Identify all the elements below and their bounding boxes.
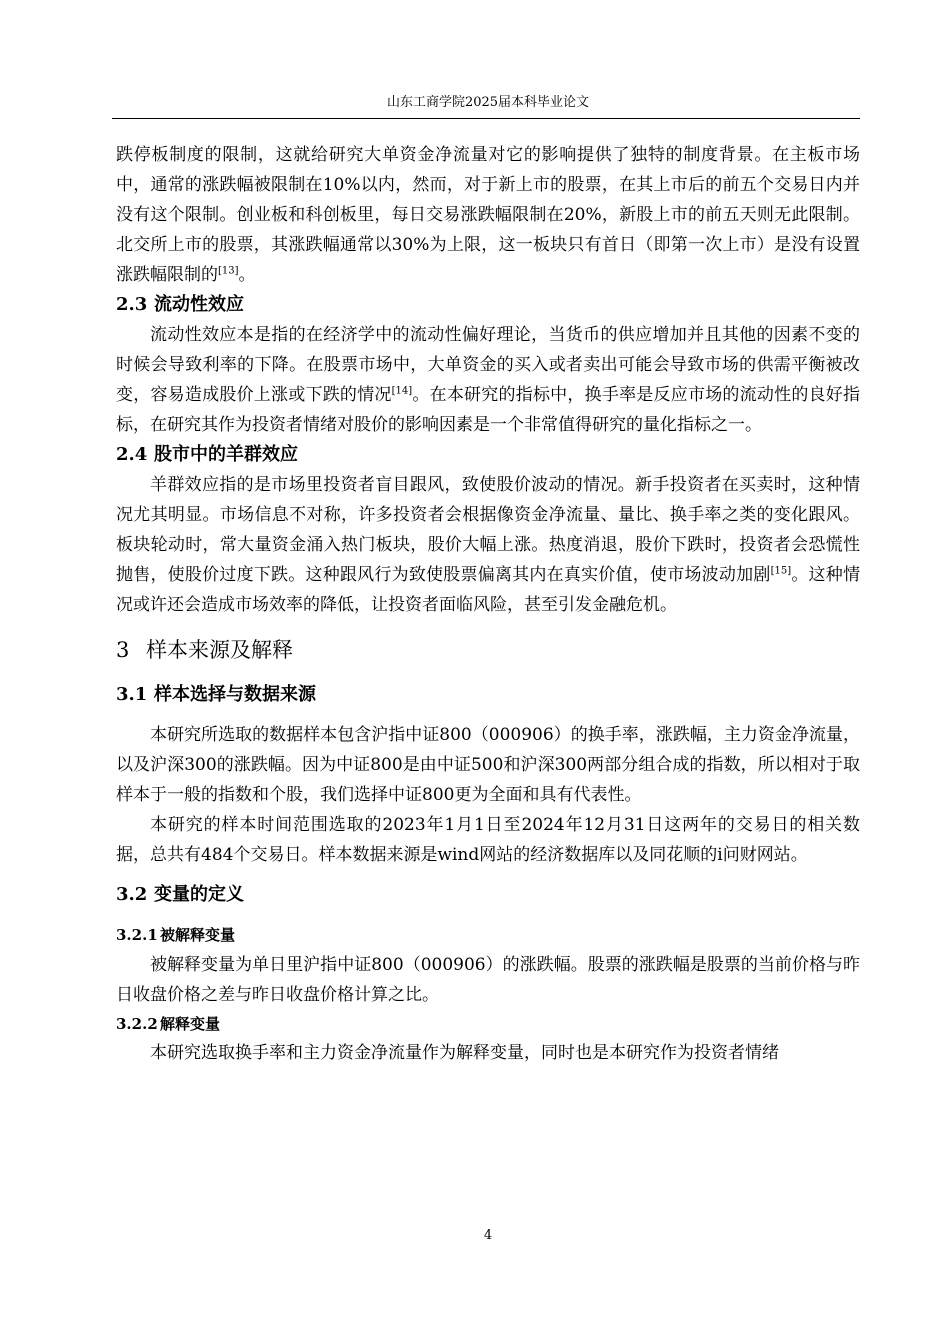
heading-2-4-title: 股市中的羊群效应 — [154, 444, 298, 465]
header-rule — [112, 118, 860, 119]
paragraph-2-4-text-a: 羊群效应指的是市场里投资者盲目跟风，致使股价波动的情况。新手投资者在买卖时，这种情况尤其明显。市场信息不对称，许多投资者会根据像资金净流量、量比、换手率之类的变化跟风。板块轮动时，常大量资金涌入热门板块，股价大幅上涨。热度消退，股价下跌时，投资者会恐慌性抛售，使股价过度下跌。这种跟风行为致使股票偏离其内在真实价值，使市场波动加剧 — [116, 475, 860, 585]
paragraph-2-3-text-b: 。在本研究的指标中，换手率是反应市场的流动性的良好指标，在研究其作为投资者情绪对股价的影响因素是一个非常值得研究的量化指标之一。 — [116, 385, 861, 435]
heading-3 — [116, 630, 860, 670]
paragraph-2-4-text-b: 。这种情况或许还会造成市场效率的降低，让投资者面临风险，甚至引发金融危机。 — [116, 565, 861, 615]
paragraph-3-2-1: 被解释变量为单日里沪指中证800（000906）的涨跌幅。股票的涨跌幅是股票的当前价格与昨日收盘价格之差与昨日收盘价格计算之比。 — [116, 955, 860, 1005]
heading-3-2-number: 3.2 — [116, 884, 148, 905]
heading-3-2-1-number: 3.2.1 — [116, 926, 158, 944]
heading-3-1 — [116, 680, 860, 710]
heading-3-title: 样本来源及解释 — [146, 638, 293, 662]
heading-2-4 — [116, 440, 860, 470]
heading-2-3 — [116, 290, 860, 320]
heading-3-2-2-title: 解释变量 — [160, 1015, 221, 1033]
paragraph-2-3-text-a: 流动性效应本是指的在经济学中的流动性偏好理论，当货币的供应增加并且其他的因素不变的时候会导致利率的下降。在股票市场中，大单资金的买入或者卖出可能会导致市场的供需平衡被改变，容易造成股价上涨或下跌的情况 — [116, 325, 860, 405]
heading-3-2-1-title: 被解释变量 — [160, 926, 236, 944]
paragraph-2-4 — [116, 470, 860, 620]
paragraph-3-1-b: 本研究的样本时间范围选取的2023年1月1日至2024年12月31日这两年的交易日的相关数据，总共有484个交易日。样本数据来源是wind网站的经济数据库以及同花顺的i问财网站。 — [116, 815, 860, 865]
paragraph-intro-text: 跌停板制度的限制，这就给研究大单资金净流量对它的影响提供了独特的制度背景。在主板市场中，通常的涨跌幅被限制在10%以内，然而，对于新上市的股票，在其上市后的前五个交易日内并没有这个限制。创业板和科创板里，每日交易涨跌幅限制在20%，新股上市的前五天则无此限制。北交所上市的股票，其涨跌幅通常以30%为上限，这一板块只有首日（即第一次上市）是没有设置涨跌幅限制的 — [116, 145, 860, 285]
heading-3-1-title: 样本选择与数据来源 — [154, 684, 316, 705]
paragraph-intro — [116, 140, 860, 290]
heading-2-3-title: 流动性效应 — [154, 294, 244, 315]
page-number: 4 — [483, 1228, 493, 1243]
heading-3-2 — [116, 880, 860, 910]
heading-3-2-2 — [116, 1010, 860, 1038]
citation-15: [15] — [770, 565, 792, 577]
heading-3-2-1 — [116, 920, 860, 950]
heading-2-3-number: 2.3 — [116, 294, 148, 315]
heading-3-2-title: 变量的定义 — [154, 884, 244, 905]
paragraph-3-1-a: 本研究所选取的数据样本包含沪指中证800（000906）的换手率，涨跌幅，主力资金净流量，以及沪深300的涨跌幅。因为中证800是由中证500和沪深300两部分组合成的指数，所以相对于取样本于一般的指数和个股，我们选择中证800更为全面和具有代表性。 — [116, 725, 860, 805]
page-header: 山东工商学院2025届本科毕业论文 — [386, 95, 590, 110]
citation-13: [13] — [218, 265, 239, 277]
heading-3-2-2-number: 3.2.2 — [116, 1015, 158, 1033]
heading-2-4-number: 2.4 — [116, 444, 148, 465]
citation-14: [14] — [391, 385, 413, 397]
heading-3-1-number: 3.1 — [116, 684, 148, 705]
paragraph-2-3 — [116, 320, 860, 440]
page-content — [116, 140, 860, 1068]
paragraph-3-2-2: 本研究选取换手率和主力资金净流量作为解释变量，同时也是本研究作为投资者情绪 — [150, 1043, 779, 1063]
heading-3-number: 3 — [116, 638, 130, 662]
paragraph-intro-end: 。 — [238, 265, 256, 285]
